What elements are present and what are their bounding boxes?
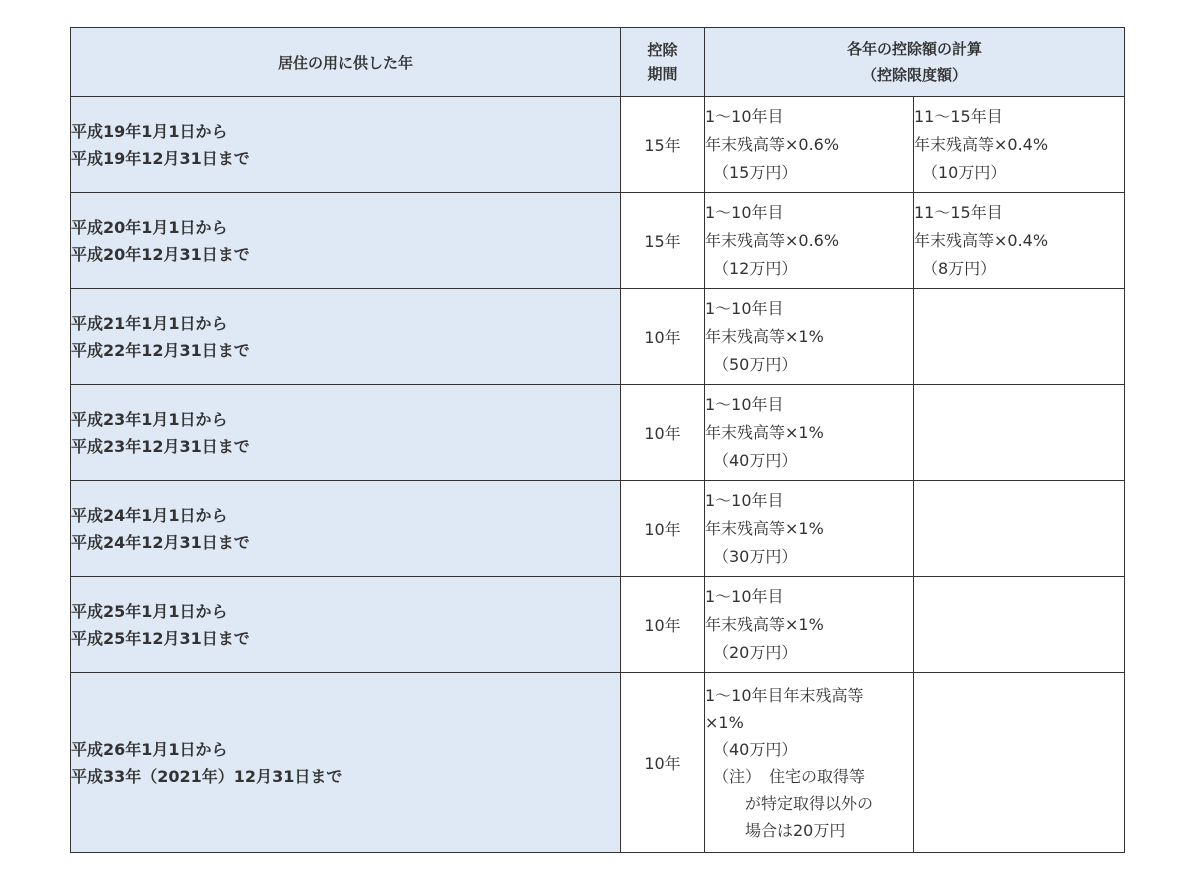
cropped-heading-fragment bbox=[190, 0, 830, 3]
calc-cell-years-1-10: 1～10年目年末残高等 ×1% （40万円） （注） 住宅の取得等 が特定取得以外の 場合は20万円 bbox=[705, 673, 914, 853]
table-header-row bbox=[71, 28, 1125, 97]
deduction-period-cell: 10年 bbox=[621, 577, 705, 673]
residence-year-cell: 平成23年1月1日から 平成23年12月31日まで bbox=[71, 385, 621, 481]
table-row bbox=[71, 673, 1125, 853]
table-row bbox=[71, 385, 1125, 481]
residence-year-cell: 平成20年1月1日から 平成20年12月31日まで bbox=[71, 193, 621, 289]
calc-cell-empty bbox=[914, 673, 1125, 853]
table-row bbox=[71, 481, 1125, 577]
calc-cell-empty bbox=[914, 385, 1125, 481]
deduction-period-cell: 10年 bbox=[621, 481, 705, 577]
residence-year-cell: 平成26年1月1日から 平成33年（2021年）12月31日まで bbox=[71, 673, 621, 853]
residence-year-cell: 平成24年1月1日から 平成24年12月31日まで bbox=[71, 481, 621, 577]
residence-year-cell: 平成21年1月1日から 平成22年12月31日まで bbox=[71, 289, 621, 385]
calc-cell-years-11-15: 11～15年目 年末残高等×0.4% （10万円） bbox=[914, 97, 1125, 193]
header-deduction-calculation: 各年の控除額の計算 （控除限度額） bbox=[705, 28, 1125, 97]
header-residence-year: 居住の用に供した年 bbox=[71, 28, 621, 97]
calc-cell-years-1-10: 1～10年目 年末残高等×1% （50万円） bbox=[705, 289, 914, 385]
calc-cell-empty bbox=[914, 289, 1125, 385]
calc-cell-empty bbox=[914, 577, 1125, 673]
table-row bbox=[71, 97, 1125, 193]
calc-cell-years-1-10: 1～10年目 年末残高等×1% （30万円） bbox=[705, 481, 914, 577]
residence-year-cell: 平成25年1月1日から 平成25年12月31日まで bbox=[71, 577, 621, 673]
calc-cell-years-1-10: 1～10年目 年末残高等×0.6% （12万円） bbox=[705, 193, 914, 289]
calc-cell-years-1-10: 1～10年目 年末残高等×1% （40万円） bbox=[705, 385, 914, 481]
calc-cell-years-1-10: 1～10年目 年末残高等×1% （20万円） bbox=[705, 577, 914, 673]
calc-cell-years-1-10: 1～10年目 年末残高等×0.6% （15万円） bbox=[705, 97, 914, 193]
deduction-period-cell: 10年 bbox=[621, 289, 705, 385]
calc-cell-years-11-15: 11～15年目 年末残高等×0.4% （8万円） bbox=[914, 193, 1125, 289]
table-row bbox=[71, 289, 1125, 385]
residence-year-cell: 平成19年1月1日から 平成19年12月31日まで bbox=[71, 97, 621, 193]
housing-loan-deduction-table bbox=[70, 27, 1125, 853]
table-row bbox=[71, 193, 1125, 289]
deduction-period-cell: 15年 bbox=[621, 193, 705, 289]
calc-cell-empty bbox=[914, 481, 1125, 577]
deduction-period-cell: 15年 bbox=[621, 97, 705, 193]
header-deduction-period: 控除 期間 bbox=[621, 28, 705, 97]
table-row bbox=[71, 577, 1125, 673]
deduction-note: （注） 住宅の取得等 bbox=[713, 766, 866, 786]
deduction-period-cell: 10年 bbox=[621, 673, 705, 853]
deduction-period-cell: 10年 bbox=[621, 385, 705, 481]
